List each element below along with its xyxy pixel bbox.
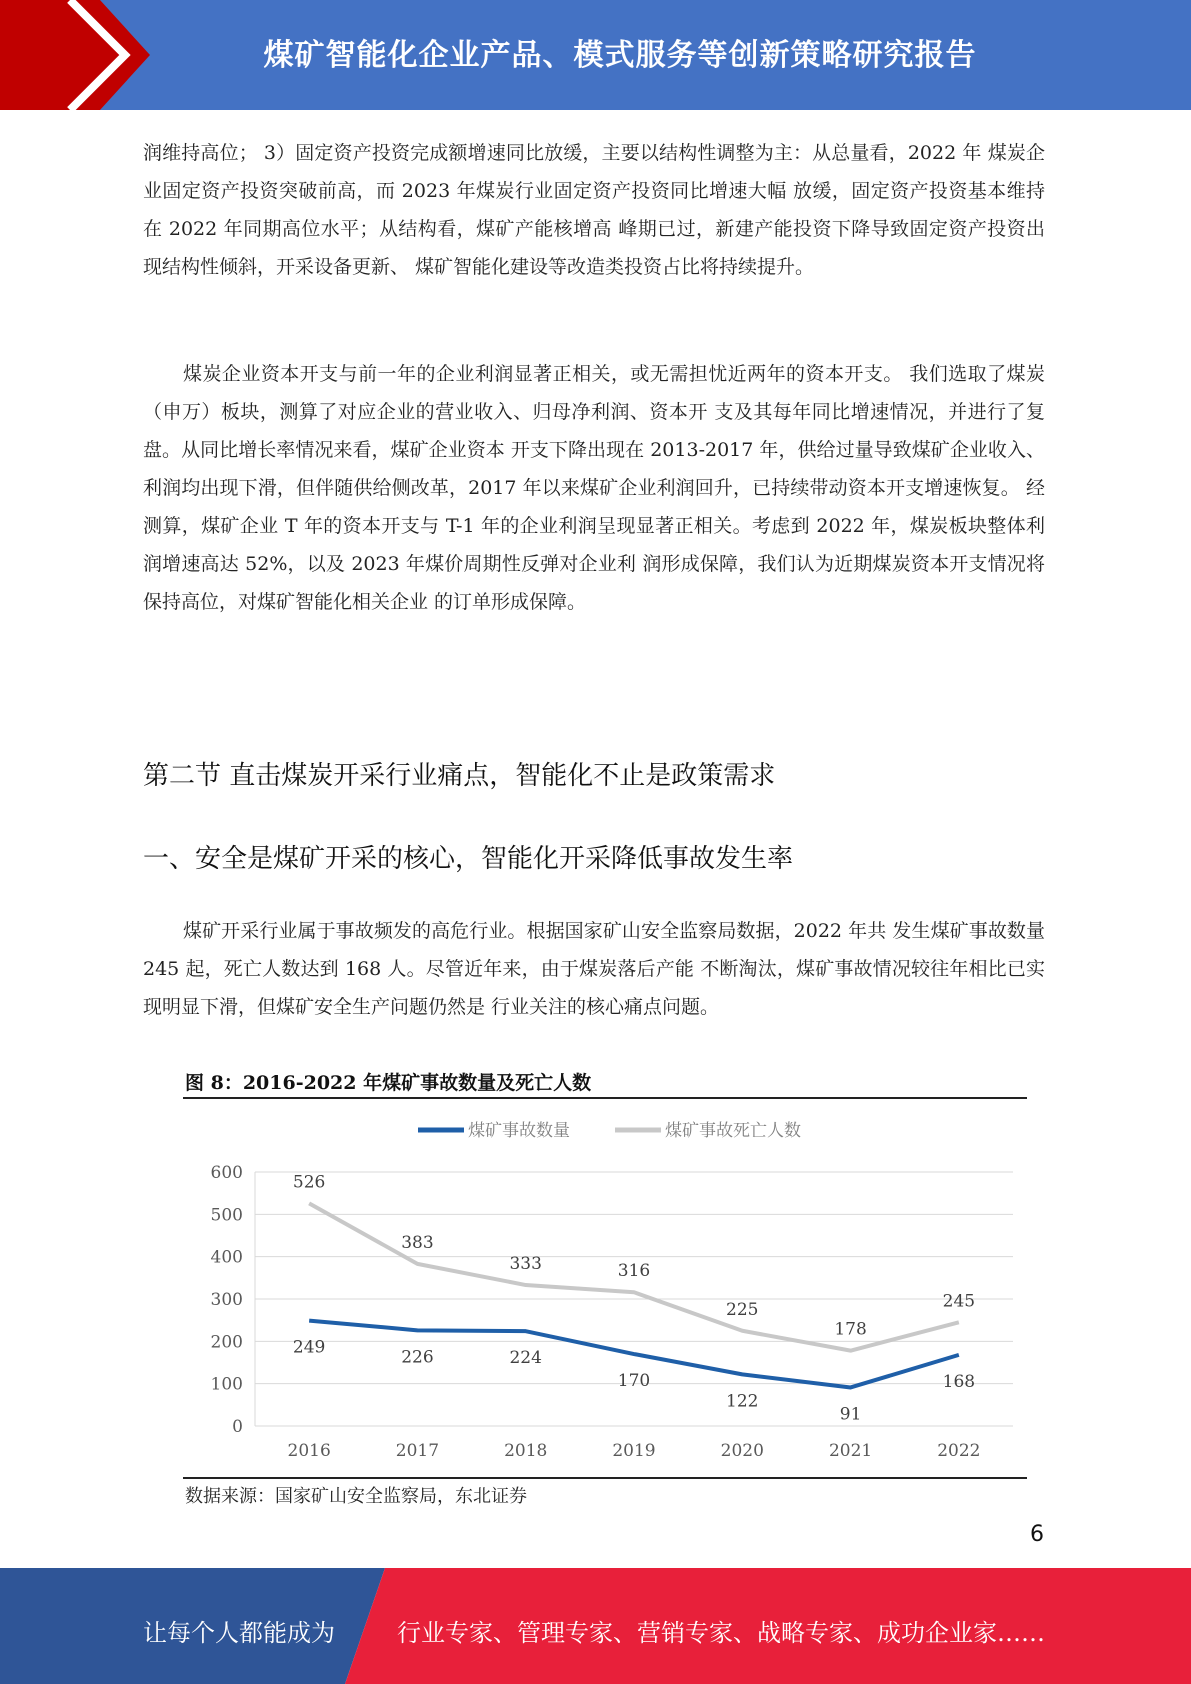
figure-top-rule [183,1097,1027,1099]
y-tick-label: 300 [210,1290,243,1310]
x-tick-label: 2017 [395,1441,440,1461]
data-label: 170 [617,1371,651,1392]
footer-slogan-left: 让每个人都能成为 [143,1619,335,1647]
header-chevron-decoration [0,0,160,110]
y-tick-label: 500 [210,1205,243,1226]
data-label: 249 [292,1337,326,1358]
page-footer [0,1568,1191,1684]
footer-slogan-right: 行业专家、管理专家、营销专家、战略专家、成功企业家…… [397,1619,1045,1647]
figure-caption: 图 8：2016-2022 年煤矿事故数量及死亡人数 [185,1072,592,1094]
legend-label: 煤矿事故数量 [468,1121,570,1141]
figure-bottom-rule [183,1477,1027,1479]
data-label: 168 [942,1371,976,1392]
x-tick-label: 2021 [828,1441,873,1461]
chart-x-ticks [288,1441,981,1461]
y-tick-label: 100 [210,1374,243,1395]
data-label: 224 [509,1348,542,1369]
x-tick-label: 2018 [504,1441,548,1461]
data-label: 245 [942,1291,976,1312]
y-tick-label: 600 [210,1163,243,1183]
x-tick-label: 2016 [287,1441,331,1461]
data-label: 178 [834,1319,867,1340]
paragraph-capex: 煤炭企业资本开支与前一年的企业利润显著正相关，或无需担忧近两年的资本开支。 我们选取了煤炭（申万）板块，测算了对应企业的营业收入、归母净利润、资本开 支及其每年同比增速情况，并进行了复盘。从同比增长率情况来看，煤矿企业资本 开支下降出现在 2013-2017 年，供给过量导致煤矿企业收入、利润均出现下滑，但伴随供给侧改革，2017 年以来煤矿企业利润回升，已持续带动资本开支增速恢复。 经测算，煤矿企业 T 年的资本开支与 T-1 年的企业利润呈现显著正相关。考虑到 2022 年，煤炭板块整体利润增速高达 52%，以及 2023 年煤价周期性反弹对企业利 润形成保障，我们认为近期煤炭资本开支情况将保持高位，对煤矿智能化相关企业 的订单形成保障。 [143,363,1045,613]
data-label: 225 [726,1299,759,1320]
y-tick-label: 0 [232,1417,243,1437]
paragraph-investment: 润维持高位； 3）固定资产投资完成额增速同比放缓，主要以结构性调整为主：从总量看，2022 年 煤炭企业固定资产投资突破前高，而 2023 年煤炭行业固定资产投资同比增速大幅 放缓，固定资产投资基本维持在 2022 年同期高位水平；从结构看，煤矿产能核增高 峰期已过，新建产能投资下降导致固定资产投资出现结构性倾斜，开采设备更新、 煤矿智能化建设等改造类投资占比将持续提升。 [143,142,1045,278]
paragraph-safety: 煤矿开采行业属于事故频发的高危行业。根据国家矿山安全监察局数据，2022 年共 发生煤矿事故数量 245 起，死亡人数达到 168 人。尽管近年来，由于煤炭落后产能 不断淘汰，煤矿事故情况较往年相比已实现明显下滑，但煤矿安全生产问题仍然是 行业关注的核心痛点问题。 [143,920,1045,1018]
accident-line-chart [183,1100,1027,1476]
subsection-heading: 一、安全是煤矿开采的核心，智能化开采降低事故发生率 [143,844,794,874]
section-heading: 第二节 直击煤炭开采行业痛点，智能化不止是政策需求 [143,761,776,791]
page-number: 6 [1030,1522,1044,1547]
page-header [0,0,1191,110]
data-label: 226 [401,1347,434,1368]
chart-legend [418,1121,801,1141]
data-label: 333 [509,1254,542,1275]
data-label: 526 [292,1172,326,1193]
x-tick-label: 2019 [612,1441,656,1461]
y-tick-label: 400 [210,1247,243,1268]
data-label: 316 [617,1261,651,1282]
chart-y-ticks [211,1163,243,1437]
report-title: 煤矿智能化企业产品、模式服务等创新策略研究报告 [263,38,977,73]
y-tick-label: 200 [210,1332,243,1353]
figure-source: 数据来源：国家矿山安全监察局，东北证券 [185,1486,527,1507]
data-label: 91 [839,1404,862,1425]
chart-data-labels [293,1172,975,1424]
x-tick-label: 2020 [720,1441,764,1461]
legend-label: 煤矿事故死亡人数 [665,1121,801,1141]
x-tick-label: 2022 [937,1441,981,1461]
data-label: 122 [726,1391,759,1412]
data-label: 383 [401,1232,434,1253]
